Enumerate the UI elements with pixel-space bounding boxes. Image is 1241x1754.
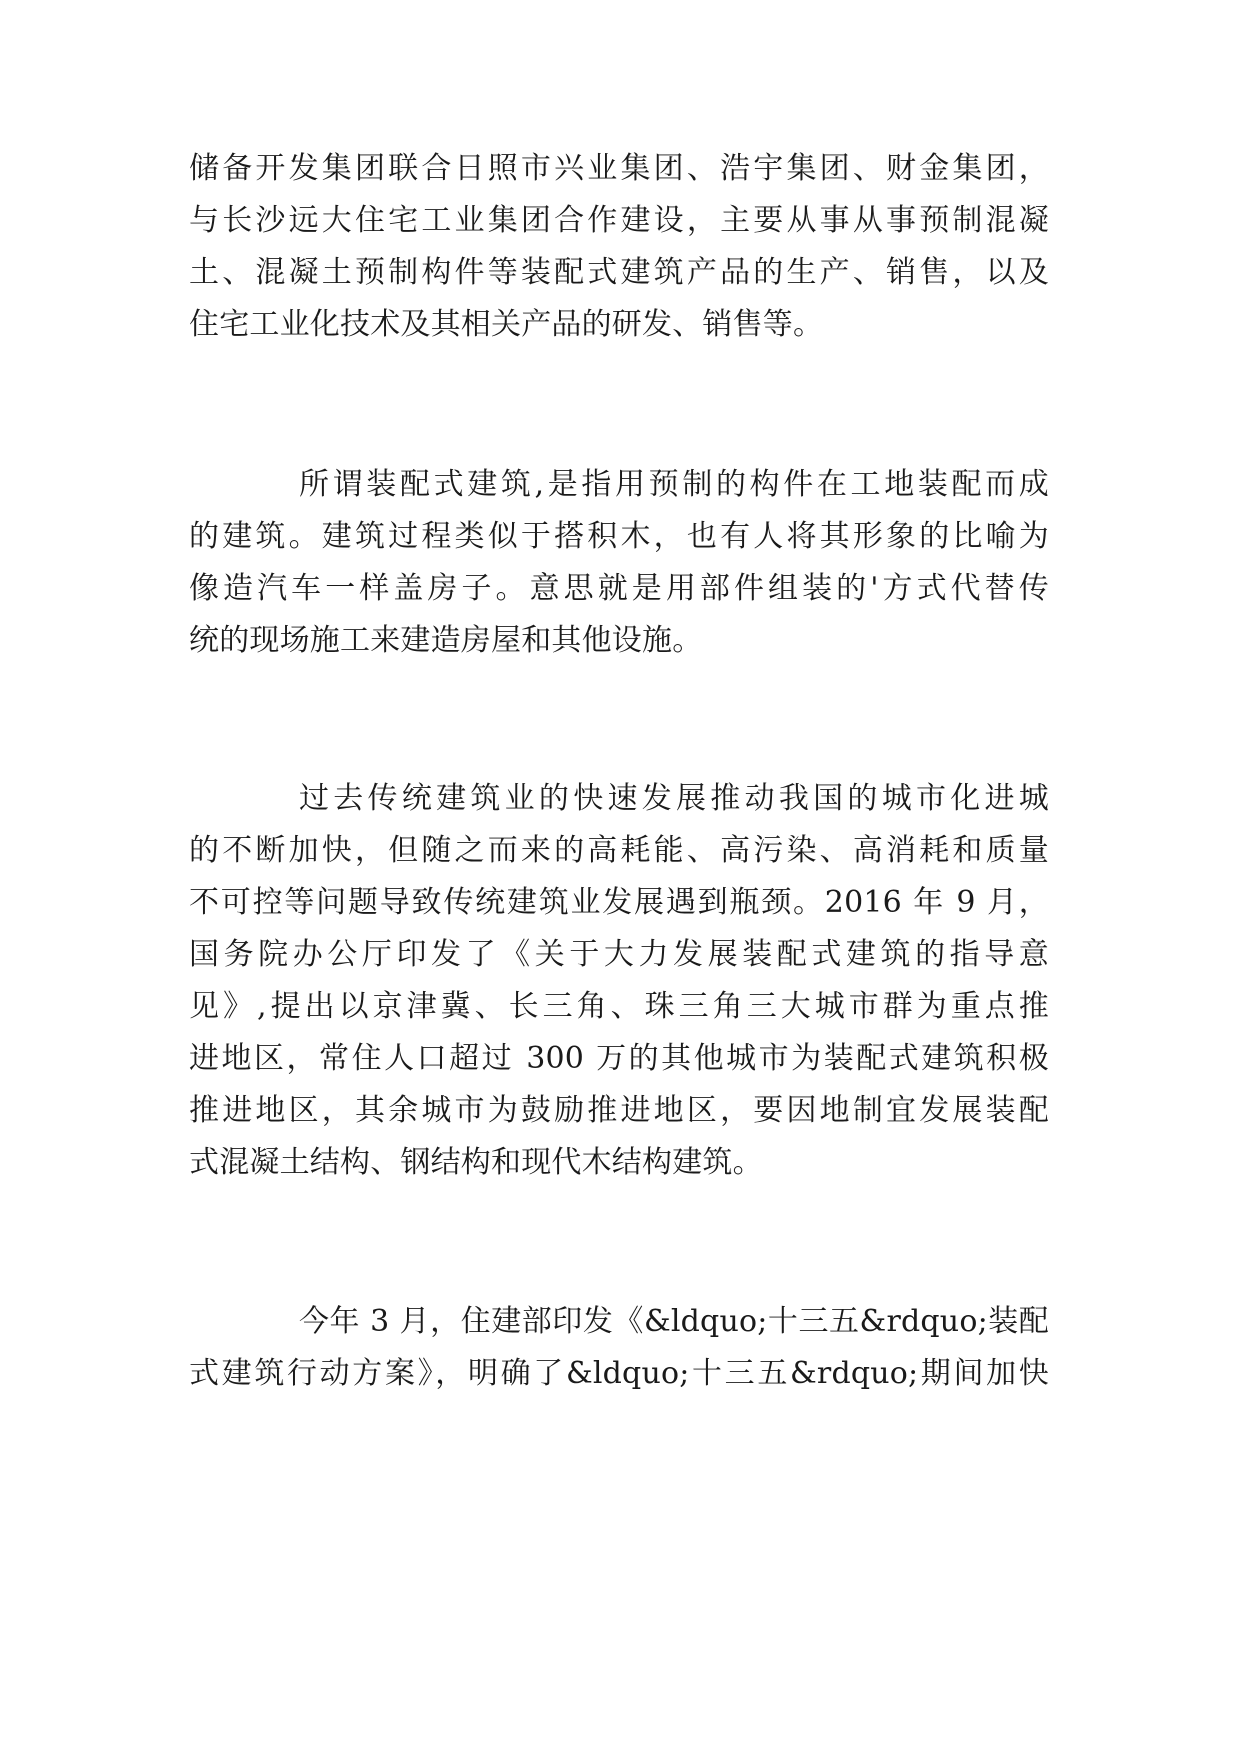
text-line: 进地区，常住人口超过 300 万的其他城市为装配式建筑积极 — [189, 1041, 1049, 1076]
text-line: 的不断加快，但随之而来的高耗能、高污染、高消耗和质量 — [189, 833, 1049, 868]
text-line: 式混凝土结构、钢结构和现代木结构建筑。 — [189, 1145, 763, 1180]
text-line: 与长沙远大住宅工业集团合作建设，主要从事从事预制混凝 — [189, 203, 1049, 238]
text-line: 不可控等问题导致传统建筑业发展遇到瓶颈。2016 年 9 月， — [189, 885, 1049, 920]
text-line: 统的现场施工来建造房屋和其他设施。 — [189, 623, 703, 658]
text-line: 住宅工业化技术及其相关产品的研发、销售等。 — [189, 307, 824, 342]
text-line: 国务院办公厅印发了《关于大力发展装配式建筑的指导意 — [189, 937, 1049, 972]
text-line: 见》,提出以京津冀、长三角、珠三角三大城市群为重点推 — [189, 989, 1049, 1024]
text-line: 的建筑。建筑过程类似于搭积木，也有人将其形象的比喻为 — [189, 519, 1049, 554]
text-line: 所谓装配式建筑,是指用预制的构件在工地装配而成 — [299, 467, 1049, 502]
text-line: 式建筑行动方案》，明确了&ldquo;十三五&rdquo;期间加快 — [189, 1356, 1049, 1391]
text-line: 今年 3 月，住建部印发《&ldquo;十三五&rdquo;装配 — [299, 1304, 1049, 1339]
text-line: 像造汽车一样盖房子。意思就是用部件组装的'方式代替传 — [189, 571, 1049, 606]
text-line: 推进地区，其余城市为鼓励推进地区，要因地制宜发展装配 — [189, 1093, 1049, 1128]
text-line: 土、混凝土预制构件等装配式建筑产品的生产、销售，以及 — [189, 255, 1049, 290]
text-line: 储备开发集团联合日照市兴业集团、浩宇集团、财金集团， — [189, 151, 1049, 186]
text-line: 过去传统建筑业的快速发展推动我国的城市化进城 — [299, 781, 1049, 816]
